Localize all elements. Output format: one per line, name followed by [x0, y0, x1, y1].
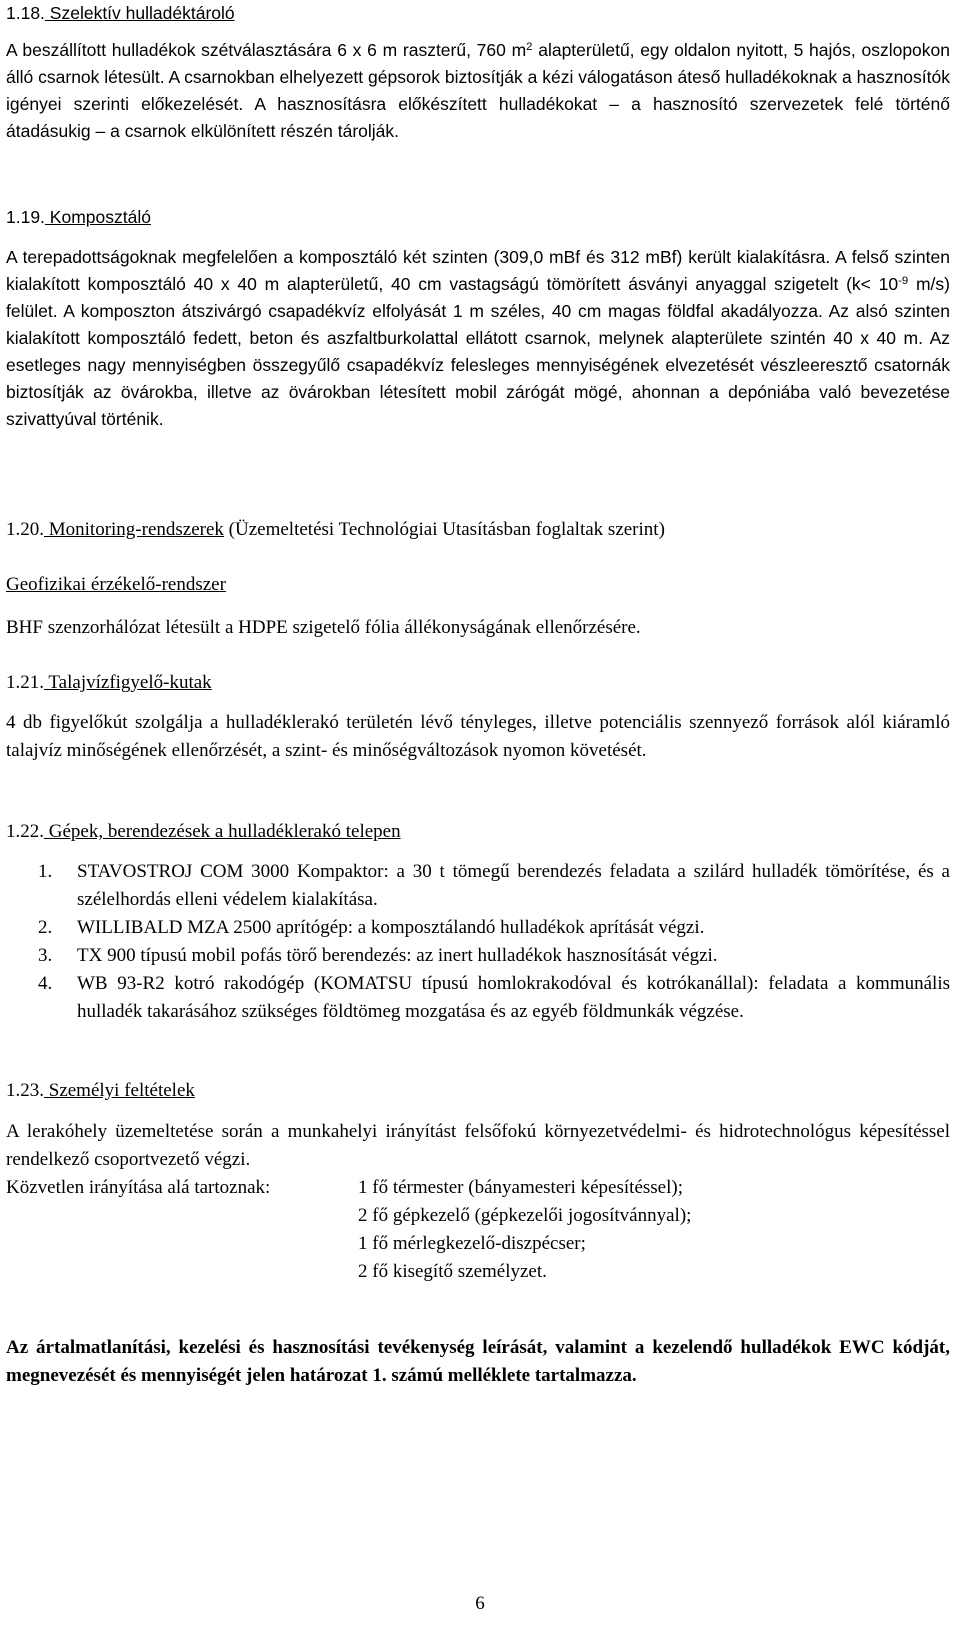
section-number: 1.18. — [6, 3, 45, 23]
list-item — [0, 942, 950, 970]
staff-label: Közvetlen irányítása alá tartoznak: — [6, 1177, 271, 1198]
section-heading-1-23 — [6, 1077, 950, 1105]
list-item — [0, 914, 950, 942]
paragraph-text: alapterületű, egy oldalon nyitott, 5 hajós, oszlopokon álló csarnok létesült. A csarnokban elhelyezett gépsorok biztosítják a kézi válogatáson áteső hulladékoknak a hasznosítók igényei szerinti előkezelését. A hasznosításra előkészített hulladékokat – a hasznosító szervezetek felé történő átadásukig – a csarnok elkülönített részén tárolják. — [6, 40, 950, 141]
section-title: Szelektív hulladéktároló — [44, 3, 235, 23]
section-heading-1-22 — [6, 818, 950, 846]
list-item-number: 4. — [38, 973, 53, 994]
staff-row — [6, 1174, 950, 1202]
staff-row — [6, 1230, 950, 1258]
section-title: Monitoring-rendszerek — [44, 519, 224, 540]
section-title: Személyi feltételek — [44, 1080, 195, 1101]
superscript: -9 — [898, 274, 909, 287]
paragraph-text: A terepadottságoknak megfelelően a komposztáló két szinten (309,0 mBf és 312 mBf) került kialakításra. A felső szinten kialakított komposztáló 40 x 40 m alapterületű, 40 cm vastagságú tömörített ásványi anyaggal szigetelt (k< 10 — [6, 247, 950, 294]
section-1-19-paragraph — [6, 244, 950, 433]
list-item-text: WILLIBALD MZA 2500 aprítógép: a komposztálandó hulladékok aprítását végzi. — [77, 917, 705, 938]
list-item-text: TX 900 típusú mobil pofás törő berendezés: az inert hulladékok hasznosítását végzi. — [77, 945, 718, 966]
section-heading-1-21 — [6, 669, 950, 697]
section-1-18-paragraph — [6, 37, 950, 145]
closing-paragraph: Az ártalmatlanítási, kezelési és hasznosítási tevékenység leírását, valamint a kezelendő hulladékok EWC kódját, megnevezését és mennyiségét jelen határozat 1. számú melléklete tartalmazza. — [6, 1337, 950, 1386]
section-number: 1.19. — [6, 207, 45, 227]
equipment-list — [0, 858, 950, 1026]
section-title: Gépek, berendezések a hulladéklerakó telepen — [44, 821, 401, 842]
staff-item: 2 fő kisegítő személyzet. — [358, 1261, 547, 1282]
section-number: 1.20. — [6, 519, 44, 540]
staff-item: 2 fő gépkezelő (gépkezelői jogosítvánnyal); — [358, 1205, 692, 1226]
subsection-heading: Geofizikai érzékelő-rendszer — [6, 574, 226, 595]
section-1-21-paragraph: 4 db figyelőkút szolgálja a hulladéklerakó területén lévő tényleges, illetve potenciális szennyező források alól kiáramló talajvíz minőségének ellenőrzését, a szint- és minőségváltozások nyomon követését. — [6, 712, 950, 761]
staff-row — [6, 1202, 950, 1230]
section-heading-1-20 — [6, 516, 950, 544]
section-heading-1-19 — [6, 204, 950, 231]
list-item-number: 1. — [38, 861, 53, 882]
list-item-number: 3. — [38, 945, 53, 966]
section-heading-1-18 — [6, 0, 950, 27]
staff-item: 1 fő mérlegkezelő-diszpécser; — [358, 1233, 586, 1254]
staff-item: 1 fő térmester (bányamesteri képesítéssel); — [358, 1177, 683, 1198]
paragraph-text: m/s) felület. A komposzton átszivárgó csapadékvíz elfolyását 1 m széles, 40 cm magas földfal akadályozza. Az alsó szinten kialakított komposztáló fedett, beton és aszfaltburkolattal ellátott csarnok, melynek alapterülete szintén 40 x 40 m. Az esetleges nagy mennyiségben összegyűlő csapadékvíz felesleges mennyiségének elvezetését vészleeresztő csatornák biztosítják az övárokba, illetve az övárokban létesített mobil zárógát mögé, ahonnan a depóniába való bevezetése szivattyúval történik. — [6, 274, 950, 429]
list-item — [0, 858, 950, 914]
section-number: 1.22. — [6, 821, 44, 842]
paragraph-text: A beszállított hulladékok szétválasztására 6 x 6 m raszterű, 760 m — [6, 40, 527, 60]
superscript: 2 — [526, 40, 533, 53]
section-1-23-paragraph: A lerakóhely üzemeltetése során a munkahelyi irányítást felsőfokú környezetvédelmi- és hidrotechnológus képesítéssel rendelkező csoportvezető végzi. — [6, 1121, 950, 1170]
section-title-rest: (Üzemeltetési Technológiai Utasításban foglaltak szerint) — [223, 519, 665, 540]
section-title: Komposztáló — [44, 207, 151, 227]
section-title: Talajvízfigyelő-kutak — [44, 672, 212, 693]
section-1-20-paragraph: BHF szenzorhálózat létesült a HDPE szigetelő fólia állékonyságának ellenőrzésére. — [6, 617, 641, 638]
list-item — [0, 970, 950, 1026]
page-number: 6 — [475, 1593, 485, 1614]
list-item-text: STAVOSTROJ COM 3000 Kompaktor: a 30 t tömegű berendezés feladata a szilárd hulladék tömörítése, és a szélelhordás elleni védelem kialakítása. — [77, 861, 950, 910]
section-number: 1.21. — [6, 672, 44, 693]
list-item-text: WB 93-R2 kotró rakodógép (KOMATSU típusú homlokrakodóval és kotrókanállal): feladata a kommunális hulladék takarásához szükséges földtömeg mozgatása és az egyéb földmunkák végzése. — [77, 973, 950, 1022]
staff-row — [6, 1258, 950, 1286]
section-number: 1.23. — [6, 1080, 44, 1101]
list-item-number: 2. — [38, 917, 53, 938]
